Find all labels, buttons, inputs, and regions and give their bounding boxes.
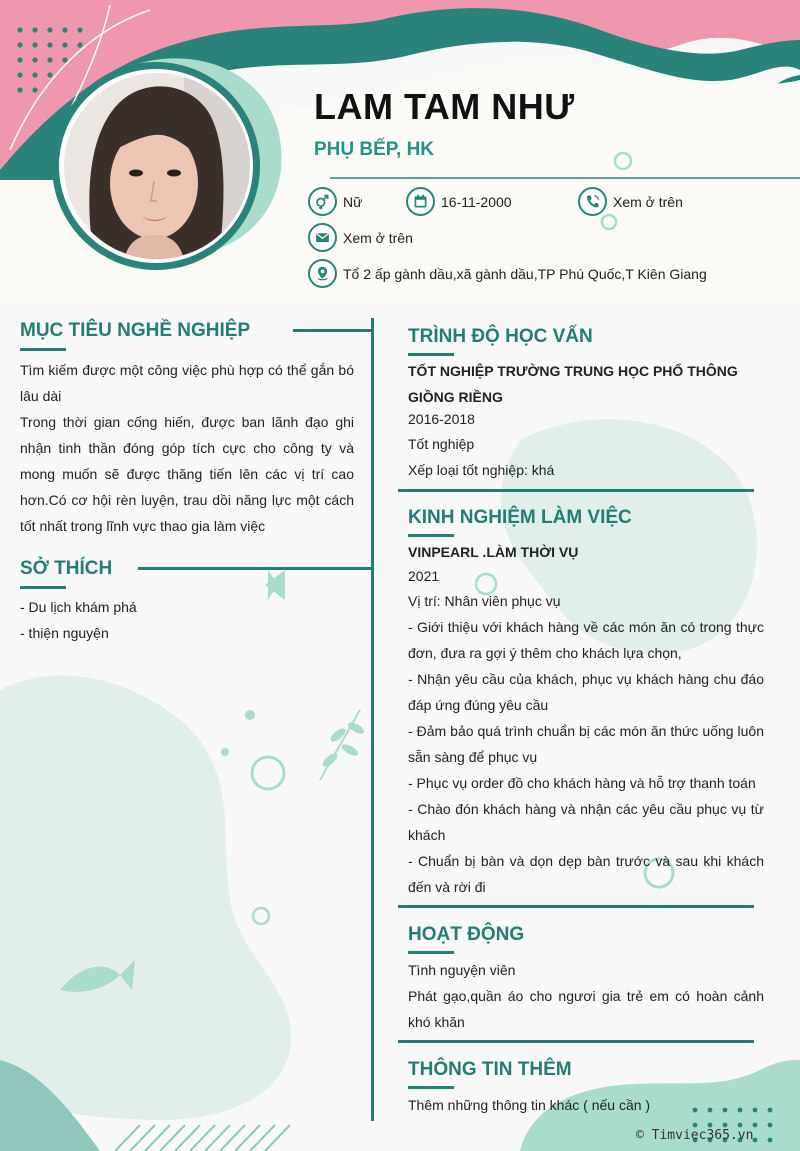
diagonal-stripes [115, 1125, 290, 1151]
hobby-item: - Du lịch khám phá [20, 599, 137, 615]
experience-bottom-rule [398, 905, 754, 908]
objective-paragraph-1: Tìm kiếm được một công việc phù hợp có thể gắn bó lâu dài [20, 362, 354, 404]
contact-phone [578, 187, 683, 216]
contact-gender [308, 187, 362, 216]
experience-title: KINH NGHIỆM LÀM VIỆC [408, 507, 632, 528]
calendar-icon [406, 187, 435, 216]
experience-duty: - Chuẩn bị bàn và dọn dẹp bàn trước và sau khi khách đến và rời đi [408, 853, 764, 895]
experience-duty: - Đảm bảo quá trình chuẩn bị các món ăn thức uống luôn sẵn sàng để phục vụ [408, 723, 764, 765]
education-grade: Xếp loại tốt nghiệp: khá [408, 462, 555, 478]
extra-underline [408, 1086, 454, 1089]
experience-company: VINPEARL .LÀM THỜI VỤ [408, 544, 579, 560]
hobbies-title: SỞ THÍCH [20, 558, 113, 579]
education-underline [408, 353, 454, 356]
email-value: Xem ở trên [343, 229, 413, 246]
education-title: TRÌNH ĐỘ HỌC VẤN [408, 326, 593, 347]
phone-icon [578, 187, 607, 216]
extra-title: THÔNG TIN THÊM [408, 1059, 572, 1080]
gender-value: Nữ [343, 193, 363, 210]
experience-underline [408, 534, 454, 537]
candidate-name: LAM TAM NHƯ [314, 86, 575, 127]
contact-address [308, 259, 707, 288]
job-title: PHỤ BẾP, HK [314, 139, 435, 160]
hobbies-underline [20, 586, 66, 589]
experience-duty: - Nhận yêu cầu của khách, phục vụ khách hàng chu đáo đáp ứng đúng yêu cầu [408, 671, 764, 713]
objective-underline [20, 348, 66, 351]
activities-line-1: Tình nguyện viên [408, 962, 516, 978]
experience-position: Vị trí: Nhân viên phục vụ [408, 593, 561, 609]
address-value: Tổ 2 ấp gành dầu,xã gành dầu,TP Phú Quốc,T Kiên Giang [343, 265, 707, 282]
objective-paragraph-2: Trong thời gian cống hiến, được ban lãnh đạo ghi nhận tinh thần đóng góp tích cực cho công ty và mong muốn sẽ được thăng tiến lên các vị trí cao hơn.Có cơ hội rèn luyện, trau dồi năng lực một cách tốt nhất trong lĩnh vực thao gia làm việc [20, 414, 354, 534]
activities-bottom-rule [398, 1040, 754, 1043]
objective-rule [293, 329, 371, 332]
contact-birthday [406, 187, 512, 216]
objective-title: MỤC TIÊU NGHỀ NGHIỆP [20, 320, 251, 341]
watermark: © Timviec365.vn [636, 1128, 754, 1143]
phone-value: Xem ở trên [613, 193, 683, 210]
email-icon [308, 223, 337, 252]
experience-duty: - Phục vụ order đồ cho khách hàng và hỗ trợ thanh toán [408, 775, 756, 791]
portrait-photo [64, 73, 250, 259]
activities-underline [408, 951, 454, 954]
hobbies-rule [138, 567, 371, 570]
education-school: TỐT NGHIỆP TRƯỜNG TRUNG HỌC PHỔ THÔNG GIỒNG RIỀNG [408, 363, 738, 405]
column-divider [371, 318, 374, 1121]
pale-blob-left-lower [0, 676, 291, 1120]
education-years: 2016-2018 [408, 411, 475, 427]
activities-line-2: Phát gạo,quần áo cho ngươi gia trẻ em có hoàn cảnh khó khăn [408, 988, 764, 1030]
experience-year: 2021 [408, 568, 440, 584]
contact-email [308, 223, 413, 252]
extra-text: Thêm những thông tin khác ( nếu cần ) [408, 1097, 651, 1113]
experience-duty: - Giới thiệu với khách hàng về các món ăn có trong thực đơn, đưa ra gợi ý thêm cho khách lựa chọn, [408, 619, 764, 661]
gender-icon [308, 187, 337, 216]
location-icon [308, 259, 337, 288]
experience-duty: - Chào đón khách hàng và nhận các yêu cầu phục vụ từ khách [408, 801, 764, 843]
education-bottom-rule [398, 489, 754, 492]
birthday-value: 16-11-2000 [441, 193, 512, 210]
hobby-item: - thiện nguyện [20, 625, 109, 641]
leaf-decoration [320, 710, 366, 780]
activities-title: HOẠT ĐỘNG [408, 924, 525, 945]
education-status: Tốt nghiệp [408, 436, 475, 452]
